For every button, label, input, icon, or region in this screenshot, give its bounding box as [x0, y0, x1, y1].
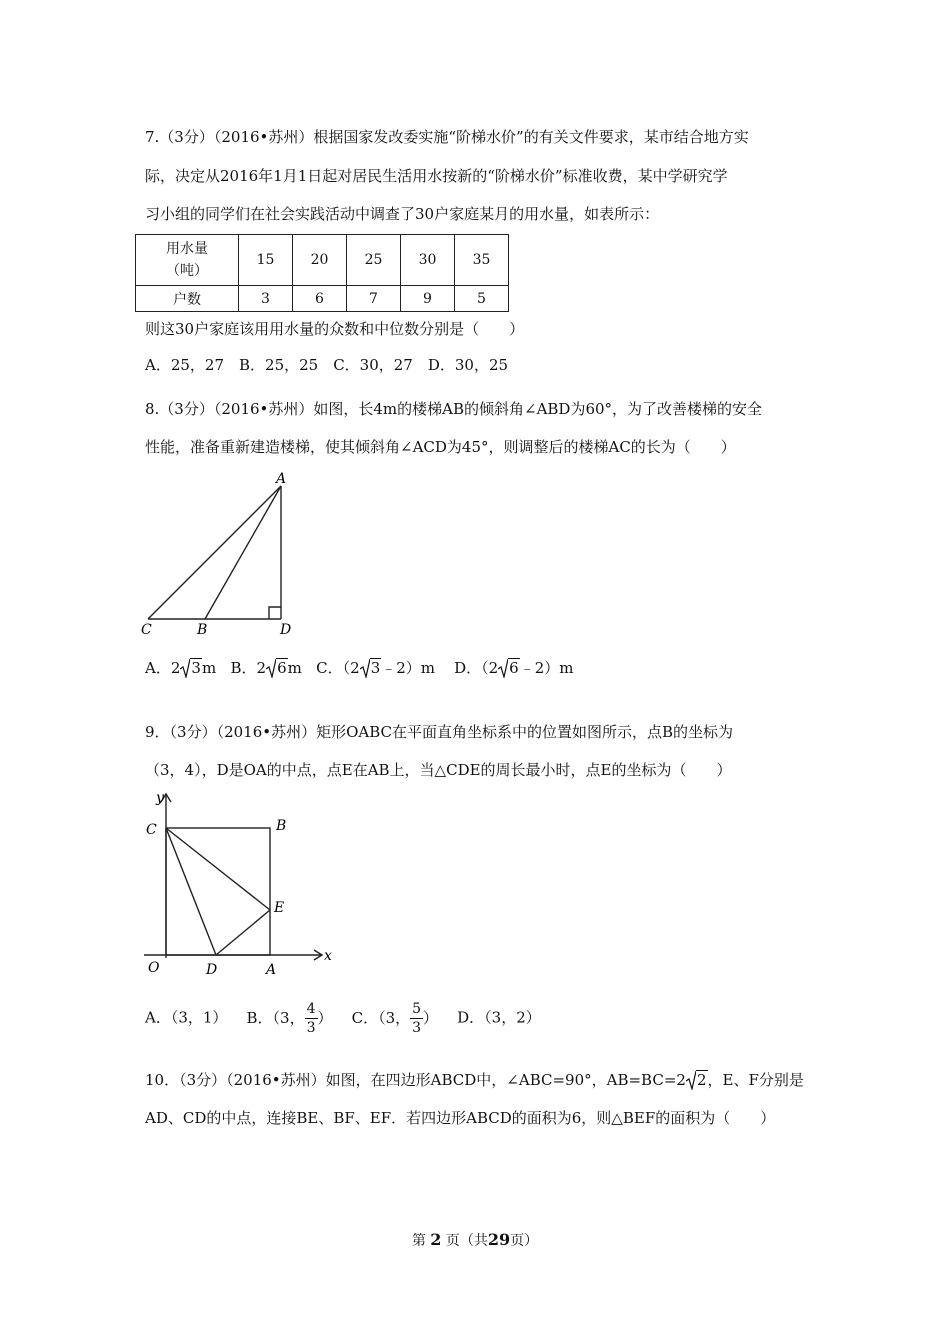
q10-line-1-tail: ，E、F分别是 — [707, 1071, 804, 1089]
option-unit: ﹣2）m — [519, 659, 574, 677]
label-x: x — [324, 948, 332, 964]
footer-prefix: 第 — [411, 1233, 426, 1249]
q9-option-b — [246, 1001, 333, 1036]
table-cell: 35 — [455, 235, 509, 286]
radicand: 6 — [509, 659, 519, 677]
option-text: B．（3， — [246, 1008, 305, 1027]
option-text: B．2 — [230, 659, 267, 677]
table-cell: 6 — [293, 286, 347, 312]
q9-options — [145, 1000, 541, 1037]
label-d: D — [206, 962, 218, 978]
label-o: O — [148, 960, 160, 976]
usage-header-unit: （吨） — [166, 263, 208, 279]
option-text: D．（2 — [454, 659, 499, 677]
stair-line-ab — [205, 486, 281, 619]
q8-option-c — [316, 659, 435, 677]
radical-sign — [686, 1070, 696, 1090]
usage-header-cell — [136, 235, 239, 286]
option-text: ） — [317, 1008, 333, 1027]
table-row — [136, 235, 509, 286]
q10-line-1 — [145, 1069, 804, 1090]
rectangle-oabc — [166, 828, 270, 955]
q8-option-b — [230, 659, 301, 677]
radical-sign — [266, 658, 276, 678]
q9-option-a: A．（3，1） — [145, 1008, 228, 1027]
q7-line-1: 7.（3分）（2016•苏州）根据国家发改委实施“阶梯水价”的有关文件要求，某市结合地方实 — [145, 128, 749, 146]
usage-header-label: 用水量 — [166, 241, 208, 257]
current-page-number: 2 — [430, 1230, 442, 1249]
option-text: A．2 — [145, 659, 181, 677]
label-b: B — [276, 818, 287, 834]
households-header-cell: 户数 — [136, 286, 239, 312]
radical-sign — [360, 658, 370, 678]
sqrt-symbol — [686, 1070, 708, 1090]
stair-line-ac — [148, 486, 281, 619]
sqrt-symbol — [498, 658, 520, 678]
fraction — [410, 1000, 423, 1037]
q10-line-1-text: 10．（3分）（2016•苏州）如图，在四边形ABCD中，∠ABC=90°，AB=BC=2 — [145, 1071, 686, 1089]
denominator: 3 — [306, 1020, 316, 1036]
q7-options: A．25，27 B．25，25 C．30，27 D．30，25 — [145, 356, 509, 374]
sqrt-symbol — [180, 658, 202, 678]
option-text: ） — [423, 1008, 439, 1027]
total-page-count: 29 — [487, 1230, 511, 1249]
radical-sign — [180, 658, 190, 678]
label-a: A — [276, 471, 287, 487]
q8-option-d — [454, 659, 573, 677]
table-cell: 25 — [347, 235, 401, 286]
table-cell: 15 — [239, 235, 293, 286]
label-b: B — [197, 622, 208, 638]
q7-line-2: 际，决定从2016年1月1日起对居民生活用水按新的“阶梯水价”标准收费，某中学研究学 — [145, 167, 728, 185]
footer-suffix: 页） — [510, 1233, 539, 1249]
q9-option-c — [351, 1001, 439, 1036]
label-d: D — [280, 622, 292, 638]
water-usage-table — [135, 234, 509, 312]
q8-line-1: 8.（3分）（2016•苏州）如图，长4m的楼梯AB的倾斜角∠ABD为60°，为了改善楼梯的安全 — [145, 400, 763, 418]
label-y: y — [156, 790, 164, 806]
table-row — [136, 286, 509, 312]
table-cell: 3 — [239, 286, 293, 312]
footer-middle: 页（共 — [445, 1233, 488, 1249]
label-e: E — [274, 900, 285, 916]
sqrt-symbol — [360, 658, 382, 678]
table-cell: 9 — [401, 286, 455, 312]
q8-options — [145, 657, 574, 678]
option-unit: m — [287, 659, 302, 677]
table-cell: 30 — [401, 235, 455, 286]
numerator: 4 — [306, 1001, 316, 1017]
q9-line-1: 9．（3分）（2016•苏州）矩形OABC在平面直角坐标系中的位置如图所示，点B的坐标为 — [145, 723, 734, 741]
sqrt-symbol — [266, 658, 288, 678]
q9-option-d: D．（3，2） — [457, 1008, 541, 1027]
radical-sign — [498, 658, 508, 678]
radicand: 2 — [696, 1071, 707, 1089]
q7-question: 则这30户家庭该用用水量的众数和中位数分别是（ ） — [145, 320, 525, 338]
radicand: 6 — [277, 659, 287, 677]
q8-option-a — [145, 659, 216, 677]
radicand: 3 — [370, 659, 381, 677]
label-a: A — [266, 962, 277, 978]
q7-line-3: 习小组的同学们在社会实践活动中调查了30户家庭某月的用水量，如表所示： — [145, 205, 660, 223]
numerator: 5 — [412, 1001, 422, 1017]
option-text: C．（3， — [351, 1008, 411, 1027]
table-cell: 7 — [347, 286, 401, 312]
option-unit: ﹣2）m — [381, 659, 436, 677]
label-c: C — [141, 622, 152, 638]
option-unit: m — [201, 659, 217, 677]
right-angle-mark — [269, 607, 281, 619]
q10-line-2: AD、CD的中点，连接BE、BF、EF．若四边形ABCD的面积为6，则△BEF的面积为（ ） — [145, 1109, 776, 1127]
label-c: C — [146, 822, 157, 838]
page-footer — [0, 1230, 950, 1250]
q8-stair-figure — [135, 468, 305, 640]
denominator: 3 — [412, 1020, 422, 1036]
radicand: 3 — [191, 659, 201, 677]
q8-line-2: 性能，准备重新建造楼梯，使其倾斜角∠ACD为45°，则调整后的楼梯AC的长为（ ） — [145, 438, 736, 456]
q9-coordinate-figure — [140, 788, 340, 980]
table-cell: 20 — [293, 235, 347, 286]
table-cell: 5 — [455, 286, 509, 312]
option-text: C．（2 — [316, 659, 360, 677]
fraction — [305, 1000, 318, 1037]
segment-de — [216, 910, 270, 955]
q9-line-2: （3，4），D是OA的中点，点E在AB上，当△CDE的周长最小时，点E的坐标为（ ） — [145, 761, 732, 779]
